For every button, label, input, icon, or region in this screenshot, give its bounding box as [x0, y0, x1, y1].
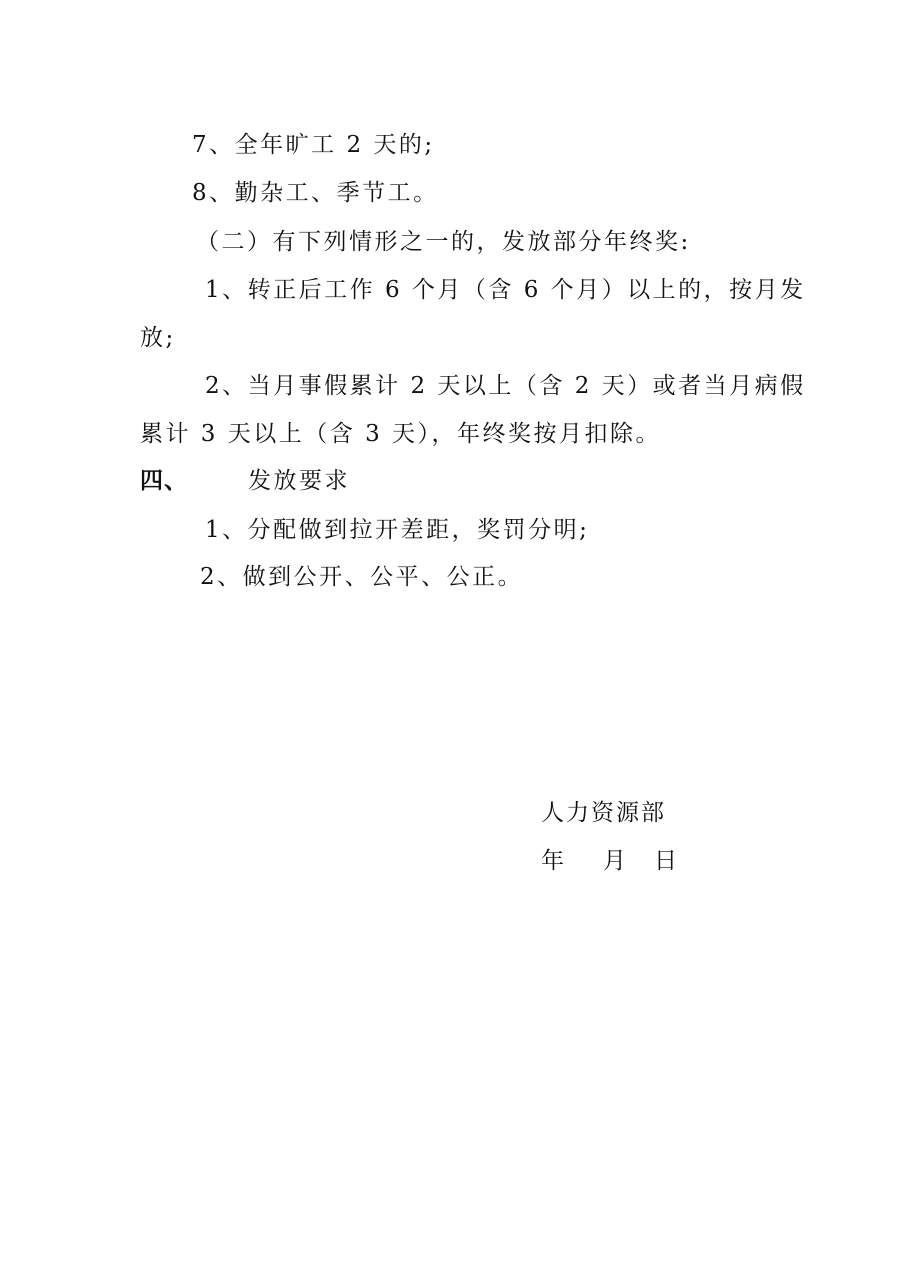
date-day: 日 — [654, 848, 679, 874]
section-four-heading — [140, 466, 350, 496]
item-8-temp-workers: 8、勤杂工、季节工。 — [192, 180, 439, 206]
requirement-item-1: 1、分配做到拉开差距，奖罚分明; — [205, 517, 590, 543]
section-four-number: 四、 — [140, 467, 188, 494]
subsection-two-heading: （二）有下列情形之一的，发放部分年终奖: — [196, 229, 691, 255]
date-year: 年 — [541, 848, 566, 874]
requirement-item-2: 2、做到公开、公平、公正。 — [200, 564, 524, 590]
item-7-absence: 7、全年旷工 2 天的; — [192, 132, 435, 158]
partial-item-1-line-1: 1、转正后工作 6 个月（含 6 个月）以上的，按月发 — [205, 277, 806, 303]
signature-date — [541, 846, 679, 876]
date-month: 月 — [603, 848, 628, 874]
partial-item-1-line-2: 放; — [140, 325, 176, 351]
partial-item-2-line-1: 2、当月事假累计 2 天以上（含 2 天）或者当月病假 — [205, 373, 806, 399]
signature-department: 人力资源部 — [541, 800, 666, 826]
partial-item-2-line-2: 累计 3 天以上（含 3 天），年终奖按月扣除。 — [140, 421, 662, 447]
section-four-title: 发放要求 — [248, 468, 350, 494]
